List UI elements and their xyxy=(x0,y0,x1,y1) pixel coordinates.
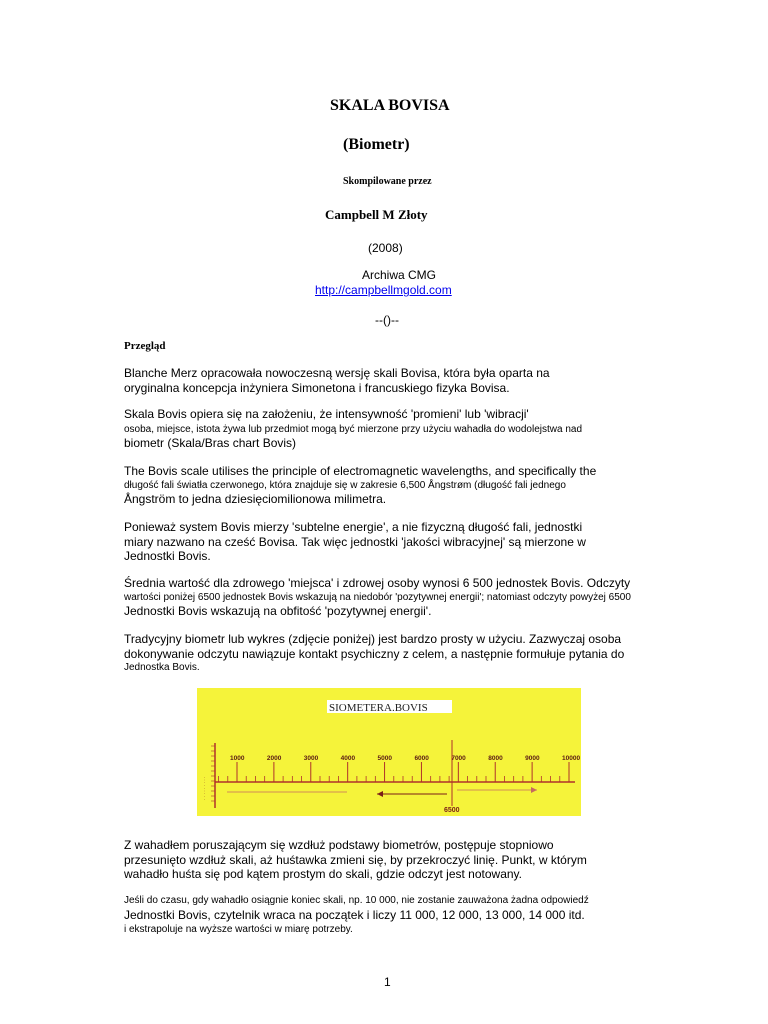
paragraph-line: dokonywanie odczytu nawiązuje kontakt psychiczny z celem, a następnie formułuje pytania do xyxy=(124,647,625,661)
paragraph-line: przesunięto wzdłuż skali, aż huśtawka zmieni się, by przekroczyć linię. Punkt, w którym xyxy=(124,853,587,867)
paragraph-line: i ekstrapoluje na wyższe wartości w miarę potrzeby. xyxy=(124,924,353,935)
website-link[interactable]: http://campbellmgold.com xyxy=(315,283,452,297)
section-heading: Przegląd xyxy=(124,340,166,352)
document-subtitle: (Biometr) xyxy=(343,136,410,153)
paragraph-line: osoba, miejsce, istota żywa lub przedmiot mogą być mierzone przy użyciu wahadła do wodolejstwa nad xyxy=(124,424,583,435)
paragraph-line: Średnia wartość dla zdrowego 'miejsca' i zdrowej osoby wynosi 6 500 jednostek Bovis. Odczyty xyxy=(124,576,631,590)
archive-name: Archiwa CMG xyxy=(362,268,437,282)
tick-label: 8000 xyxy=(488,755,503,762)
paragraph-line: The Bovis scale utilises the principle of electromagnetic wavelengths, and specifically the xyxy=(124,464,597,478)
paragraph-line: Jednostki Bovis. xyxy=(124,549,211,563)
page-number: 1 xyxy=(384,975,391,989)
tick-label: 1000 xyxy=(230,755,245,762)
author-name: Campbell M Złoty xyxy=(325,207,428,222)
tick-label: 5000 xyxy=(377,755,393,762)
tick-label: 9000 xyxy=(525,755,540,762)
paragraph-line: Z wahadłem poruszającym się wzdłuż podstawy biometrów, postępuje stopniowo xyxy=(124,838,554,852)
tick-label: 10000 xyxy=(562,755,581,762)
paragraph-line: Ångström to jedna dziesięciomilionowa milimetra. xyxy=(124,492,387,506)
compiled-by-label: Skompilowane przez xyxy=(343,176,432,187)
vertical-caption: · · · · · · · · · xyxy=(202,776,207,800)
publication-year: (2008) xyxy=(368,241,403,255)
paragraph-line: Tradycyjny biometr lub wykres (zdjęcie poniżej) jest bardzo prosty w użyciu. Zazwyczaj osoba xyxy=(124,632,622,646)
document-title: SKALA BOVISA xyxy=(330,97,450,114)
figure-label: SIOMETERA.BOVIS xyxy=(329,702,428,714)
paragraph-line: Jeśli do czasu, gdy wahadło osiągnie koniec skali, np. 10 000, nie zostanie zauważona żadna odpowiedź xyxy=(124,895,589,906)
tick-label: 6000 xyxy=(414,755,429,762)
separator: --()-- xyxy=(375,313,399,327)
paragraph-line: wartości poniżej 6500 jednostek Bovis wskazują na niedobór 'pozytywnej energii'; natomiast odczyty powyżej 6500 xyxy=(124,592,631,603)
paragraph-line: Jednostki Bovis, czytelnik wraca na początek i liczy 11 000, 12 000, 13 000, 14 000 itd. xyxy=(124,908,585,922)
paragraph-line: miary nazwano na cześć Bovisa. Tak więc jednostki 'jakości wibracyjnej' są mierzone w xyxy=(124,535,586,549)
paragraph-line: oryginalna koncepcja inżyniera Simonetona i francuskiego fizyka Bovisa. xyxy=(124,381,510,395)
paragraph-line: Blanche Merz opracowała nowoczesną wersję skali Bovisa, która była oparta na xyxy=(124,366,550,380)
paragraph-line: wahadło huśta się pod kątem prostym do skali, gdzie odczyt jest notowany. xyxy=(124,867,522,881)
paragraph-line: biometr (Skala/Bras chart Bovis) xyxy=(124,436,297,450)
tick-label: 4000 xyxy=(340,755,356,762)
paragraph-line: długość fali światła czerwonego, która znajduje się w zakresie 6,500 Ångstrøm (długość fali jednego xyxy=(124,480,566,491)
paragraph-line: Jednostki Bovis wskazują na obfitość 'pozytywnej energii'. xyxy=(124,604,432,618)
bovis-biometer-figure xyxy=(197,688,581,816)
paragraph-line: Jednostka Bovis. xyxy=(124,662,200,673)
tick-label: 3000 xyxy=(303,755,319,762)
tick-label: 2000 xyxy=(266,755,282,762)
marker-label: 6500 xyxy=(444,807,460,814)
paragraph-line: Skala Bovis opiera się na założeniu, że intensywność 'promieni' lub 'wibracji' xyxy=(124,407,529,421)
paragraph-line: Ponieważ system Bovis mierzy 'subtelne energie', a nie fizyczną długość fali, jednostki xyxy=(124,520,583,534)
tick-label: 7000 xyxy=(451,755,466,762)
